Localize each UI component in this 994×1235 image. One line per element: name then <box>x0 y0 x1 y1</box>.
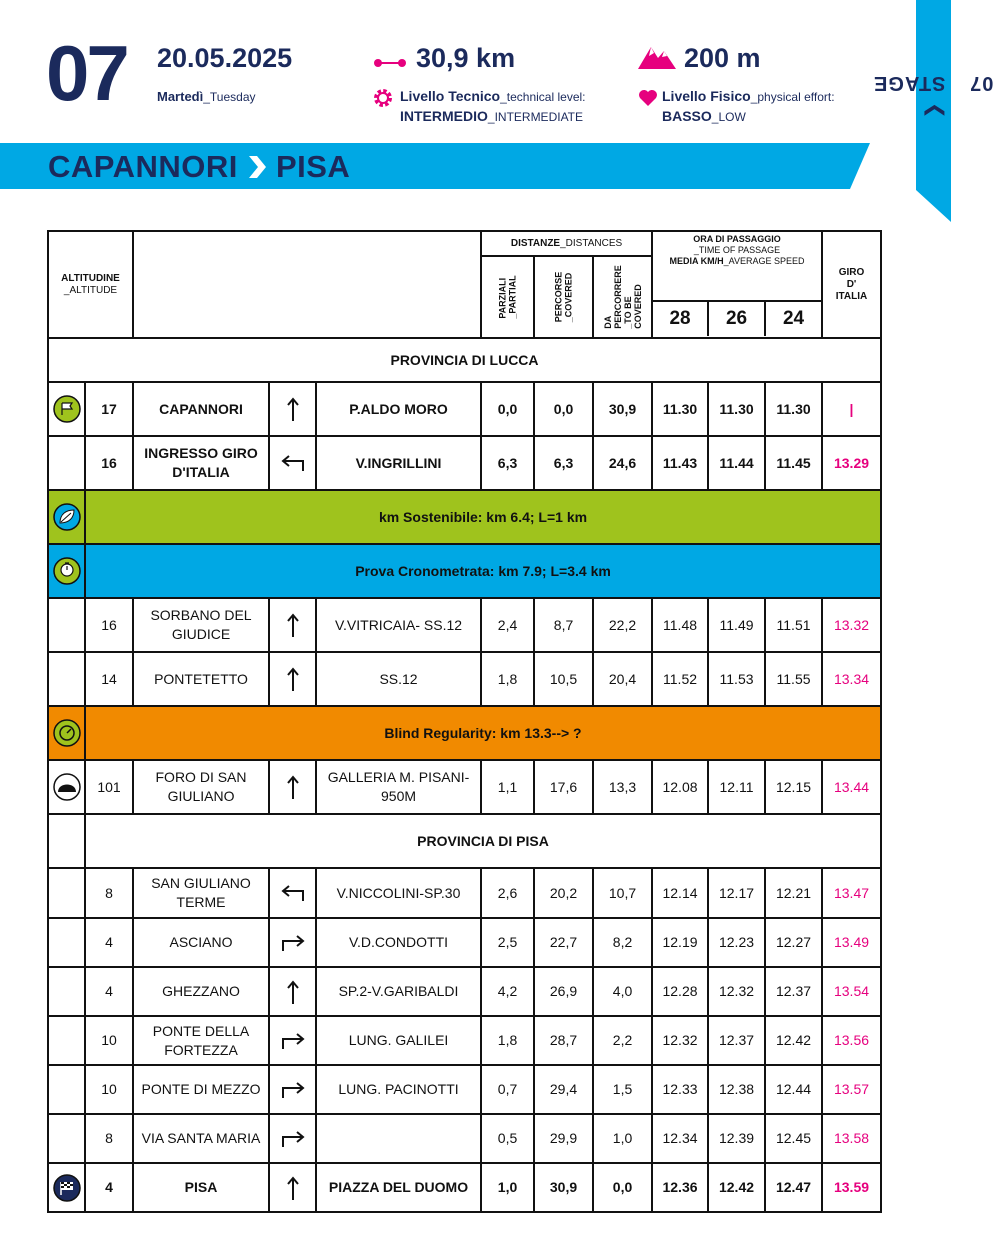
table-row <box>48 1114 881 1163</box>
cell-place: INGRESSO GIRO D'ITALIA <box>133 436 269 490</box>
cell-altitude: 8 <box>85 868 133 918</box>
speed-28: 28 <box>653 302 709 336</box>
cell-time-26: 12.11 <box>708 760 765 814</box>
table-row <box>48 1016 881 1065</box>
cell-covered: 20,2 <box>534 868 593 918</box>
stage-tab-label: STAGE ❯ 07 <box>873 72 994 119</box>
cell-time-24: 12.47 <box>765 1163 822 1212</box>
left-arrow-icon <box>269 868 316 918</box>
cell-altitude: 4 <box>85 967 133 1016</box>
cell-covered: 6,3 <box>534 436 593 490</box>
tunnel-icon <box>48 760 85 814</box>
cell-altitude: 4 <box>85 1163 133 1212</box>
sustainable-km-band <box>48 490 881 544</box>
cell-giro: 13.57 <box>822 1065 881 1114</box>
cell-time-28: 12.34 <box>652 1114 708 1163</box>
cell-place: PONTETETTO <box>133 652 269 706</box>
blind-regularity-band <box>48 706 881 760</box>
cell-remaining: 0,0 <box>593 1163 652 1212</box>
cell-time-28: 12.14 <box>652 868 708 918</box>
cell-remaining: 2,2 <box>593 1016 652 1065</box>
cell-time-28: 11.48 <box>652 598 708 652</box>
physical-level: Livello Fisico_physical effort: BASSO_LOW <box>662 88 835 124</box>
cell-place: GHEZZANO <box>133 967 269 1016</box>
cell-altitude: 8 <box>85 1114 133 1163</box>
cell-road: SP.2-V.GARIBALDI <box>316 967 481 1016</box>
stopwatch-icon <box>48 544 85 598</box>
leaf-icon <box>48 490 85 544</box>
cell-partial: 1,1 <box>481 760 534 814</box>
cell-time-28: 11.52 <box>652 652 708 706</box>
cell-partial: 4,2 <box>481 967 534 1016</box>
cell-partial: 6,3 <box>481 436 534 490</box>
stage-elevation: 200 m <box>684 43 761 73</box>
cell-giro: 13.49 <box>822 918 881 967</box>
cell-place: SAN GIULIANO TERME <box>133 868 269 918</box>
cell-road: PIAZZA DEL DUOMO <box>316 1163 481 1212</box>
right-arrow-icon <box>269 918 316 967</box>
cell-partial: 0,5 <box>481 1114 534 1163</box>
cell-road: V.NICCOLINI-SP.30 <box>316 868 481 918</box>
cell-icon <box>48 652 85 706</box>
cell-time-26: 12.38 <box>708 1065 765 1114</box>
stage-number: 07 <box>46 29 127 117</box>
timer-icon <box>48 706 85 760</box>
cell-time-24: 12.15 <box>765 760 822 814</box>
cell-time-28: 12.08 <box>652 760 708 814</box>
table-row <box>48 436 881 490</box>
province-lucca: PROVINCIA DI LUCCA <box>48 338 881 382</box>
cell-altitude: 16 <box>85 436 133 490</box>
cell-time-24: 11.45 <box>765 436 822 490</box>
cell-giro: | <box>822 382 881 436</box>
cell-giro: 13.56 <box>822 1016 881 1065</box>
giro-header: GIRO D' ITALIA <box>822 231 881 338</box>
cell-icon <box>48 1065 85 1114</box>
route-to: PISA <box>275 149 351 184</box>
cell-time-26: 12.39 <box>708 1114 765 1163</box>
cell-time-28: 12.19 <box>652 918 708 967</box>
cell-icon <box>48 967 85 1016</box>
cell-icon <box>48 436 85 490</box>
cell-covered: 29,4 <box>534 1065 593 1114</box>
finish-flag-icon <box>48 1163 85 1212</box>
table-row <box>48 918 881 967</box>
cell-icon <box>48 868 85 918</box>
straight-arrow-icon <box>269 652 316 706</box>
cell-partial: 0,7 <box>481 1065 534 1114</box>
cell-time-26: 12.42 <box>708 1163 765 1212</box>
cell-giro: 13.34 <box>822 652 881 706</box>
cell-place: PONTE DELLA FORTEZZA <box>133 1016 269 1065</box>
cell-time-28: 12.33 <box>652 1065 708 1114</box>
cell-partial: 1,8 <box>481 1016 534 1065</box>
cell-altitude: 16 <box>85 598 133 652</box>
province-pisa: PROVINCIA DI PISA <box>85 814 881 868</box>
cell-covered: 0,0 <box>534 382 593 436</box>
cell-giro: 13.32 <box>822 598 881 652</box>
cell-time-24: 11.30 <box>765 382 822 436</box>
cell-time-26: 12.37 <box>708 1016 765 1065</box>
cell-time-26: 12.32 <box>708 967 765 1016</box>
blank-header <box>133 231 481 338</box>
cell-time-28: 12.28 <box>652 967 708 1016</box>
speed-header: ORA DI PASSAGGIO _TIME OF PASSAGE MEDIA KM/H_AVERAGE SPEED 28 26 24 <box>652 256 822 338</box>
cell-road <box>316 1114 481 1163</box>
cell-partial: 2,5 <box>481 918 534 967</box>
technical-level: Livello Tecnico_technical level: INTERMEDIO_INTERMEDIATE <box>400 88 586 124</box>
remaining-header: DA PERCORRERE _TO BE COVERED <box>593 256 652 338</box>
table-row <box>48 967 881 1016</box>
cell-place: SORBANO DEL GIUDICE <box>133 598 269 652</box>
sustainable-km-label: km Sostenibile: km 6.4; L=1 km <box>85 490 881 544</box>
cell-time-26: 11.44 <box>708 436 765 490</box>
cell-place: VIA SANTA MARIA <box>133 1114 269 1163</box>
stage-distance: 30,9 km <box>416 43 516 73</box>
cell-road: V.VITRICAIA- SS.12 <box>316 598 481 652</box>
cell-covered: 17,6 <box>534 760 593 814</box>
right-arrow-icon <box>269 1114 316 1163</box>
cell-time-24: 12.44 <box>765 1065 822 1114</box>
cell-covered: 10,5 <box>534 652 593 706</box>
speed-24: 24 <box>782 308 805 329</box>
cell-remaining: 20,4 <box>593 652 652 706</box>
cell-covered: 26,9 <box>534 967 593 1016</box>
cell-giro: 13.47 <box>822 868 881 918</box>
cell-altitude: 101 <box>85 760 133 814</box>
cell-road: LUNG. GALILEI <box>316 1016 481 1065</box>
blind-regularity-label: Blind Regularity: km 13.3--> ? <box>85 706 881 760</box>
table-row <box>48 382 881 436</box>
cell-time-24: 12.45 <box>765 1114 822 1163</box>
distances-header: DISTANZE_DISTANCES <box>481 231 652 256</box>
timed-trial-band <box>48 544 881 598</box>
straight-arrow-icon <box>269 382 316 436</box>
route-title <box>48 147 350 187</box>
cell-time-28: 11.30 <box>652 382 708 436</box>
cell-partial: 0,0 <box>481 382 534 436</box>
straight-arrow-icon <box>269 760 316 814</box>
cell-time-28: 12.32 <box>652 1016 708 1065</box>
cell-icon <box>48 598 85 652</box>
covered-header: PERCORSE _COVERED <box>534 256 593 338</box>
left-arrow-icon <box>269 436 316 490</box>
cell-altitude: 4 <box>85 918 133 967</box>
route-from: CAPANNORI <box>48 149 238 184</box>
cell-time-28: 11.43 <box>652 436 708 490</box>
cell-time-24: 12.21 <box>765 868 822 918</box>
straight-arrow-icon <box>269 1163 316 1212</box>
straight-arrow-icon <box>269 598 316 652</box>
cell-partial: 2,6 <box>481 868 534 918</box>
cell-place: ASCIANO <box>133 918 269 967</box>
cell-covered: 29,9 <box>534 1114 593 1163</box>
cell-icon <box>48 918 85 967</box>
cell-time-24: 12.42 <box>765 1016 822 1065</box>
cell-remaining: 1,5 <box>593 1065 652 1114</box>
table-row <box>48 760 881 814</box>
cell-giro: 13.29 <box>822 436 881 490</box>
table-row <box>48 868 881 918</box>
right-arrow-icon <box>269 1065 316 1114</box>
stage-date: 20.05.2025 <box>157 43 293 73</box>
table-row <box>48 1065 881 1114</box>
cell-partial: 1,0 <box>481 1163 534 1212</box>
table-row <box>48 1163 881 1212</box>
cell-place: FORO DI SAN GIULIANO <box>133 760 269 814</box>
cell-road: V.D.CONDOTTI <box>316 918 481 967</box>
cell-road: V.INGRILLINI <box>316 436 481 490</box>
cell-remaining: 1,0 <box>593 1114 652 1163</box>
cell-time-24: 12.27 <box>765 918 822 967</box>
cell-covered: 8,7 <box>534 598 593 652</box>
cell-time-24: 12.37 <box>765 967 822 1016</box>
route-table <box>47 230 882 1213</box>
start-flag-icon <box>48 382 85 436</box>
cell-icon <box>48 1016 85 1065</box>
cell-time-24: 11.55 <box>765 652 822 706</box>
cell-time-28: 12.36 <box>652 1163 708 1212</box>
heart-icon <box>638 89 658 107</box>
table-row <box>48 652 881 706</box>
cell-altitude: 10 <box>85 1065 133 1114</box>
cell-time-26: 11.49 <box>708 598 765 652</box>
cell-remaining: 4,0 <box>593 967 652 1016</box>
cell-covered: 22,7 <box>534 918 593 967</box>
cell-partial: 2,4 <box>481 598 534 652</box>
cell-place: PISA <box>133 1163 269 1212</box>
cell-time-26: 12.23 <box>708 918 765 967</box>
gear-icon <box>373 88 393 108</box>
cell-icon <box>48 814 85 868</box>
speed-26: 26 <box>709 302 766 336</box>
chevron-right-icon <box>246 154 268 180</box>
timed-trial-label: Prova Cronometrata: km 7.9; L=3.4 km <box>85 544 881 598</box>
altitude-header: ALTITUDINE _ALTITUDE <box>48 231 133 338</box>
right-arrow-icon <box>269 1016 316 1065</box>
table-row <box>48 598 881 652</box>
cell-giro: 13.54 <box>822 967 881 1016</box>
cell-altitude: 14 <box>85 652 133 706</box>
cell-road: GALLERIA M. PISANI-950M <box>316 760 481 814</box>
cell-giro: 13.59 <box>822 1163 881 1212</box>
cell-altitude: 17 <box>85 382 133 436</box>
cell-giro: 13.58 <box>822 1114 881 1163</box>
cell-time-26: 11.30 <box>708 382 765 436</box>
cell-road: SS.12 <box>316 652 481 706</box>
cell-giro: 13.44 <box>822 760 881 814</box>
cell-remaining: 8,2 <box>593 918 652 967</box>
straight-arrow-icon <box>269 967 316 1016</box>
distance-icon <box>373 55 407 71</box>
cell-covered: 28,7 <box>534 1016 593 1065</box>
cell-time-26: 11.53 <box>708 652 765 706</box>
cell-place: PONTE DI MEZZO <box>133 1065 269 1114</box>
cell-road: LUNG. PACINOTTI <box>316 1065 481 1114</box>
cell-remaining: 13,3 <box>593 760 652 814</box>
stage-weekday: Martedì_Tuesday <box>157 89 256 104</box>
cell-road: P.ALDO MORO <box>316 382 481 436</box>
cell-partial: 1,8 <box>481 652 534 706</box>
cell-time-24: 11.51 <box>765 598 822 652</box>
cell-time-26: 12.17 <box>708 868 765 918</box>
mountain-icon <box>638 44 678 70</box>
cell-covered: 30,9 <box>534 1163 593 1212</box>
partial-header: PARZIALI _PARTIAL <box>481 256 534 338</box>
cell-place: CAPANNORI <box>133 382 269 436</box>
cell-remaining: 10,7 <box>593 868 652 918</box>
cell-remaining: 22,2 <box>593 598 652 652</box>
cell-remaining: 30,9 <box>593 382 652 436</box>
cell-altitude: 10 <box>85 1016 133 1065</box>
cell-icon <box>48 1114 85 1163</box>
cell-remaining: 24,6 <box>593 436 652 490</box>
